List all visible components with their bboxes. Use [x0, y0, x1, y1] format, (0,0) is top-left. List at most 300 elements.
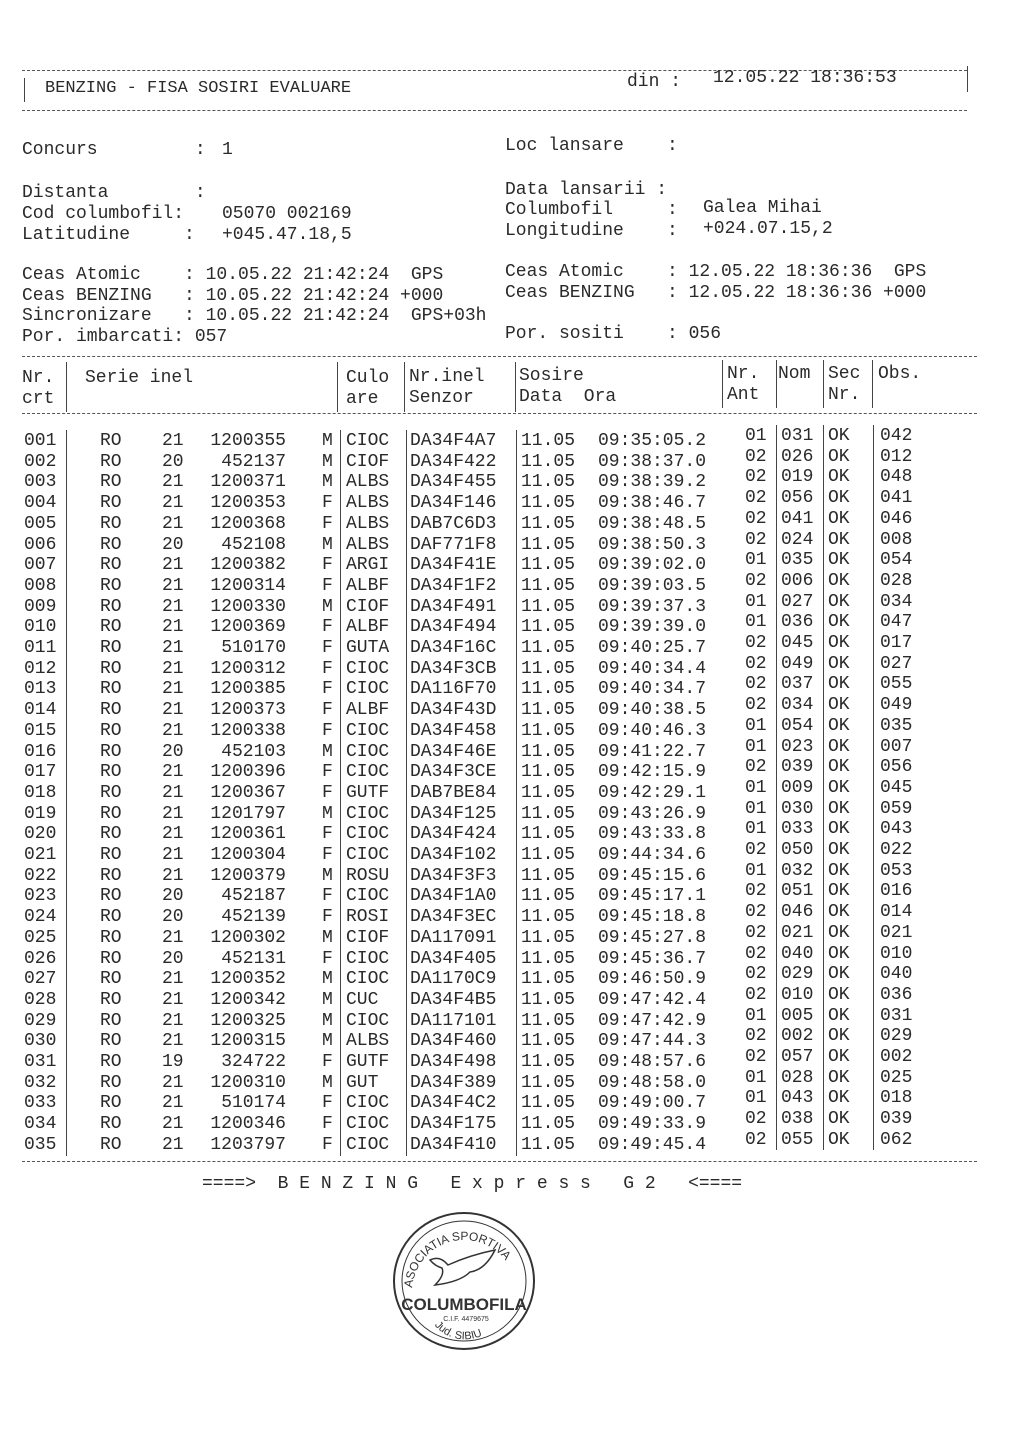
concurs-label: Concurs :	[22, 140, 206, 160]
arrival-date: 11.05	[521, 1093, 576, 1114]
ant-number: 02	[745, 674, 767, 695]
row-number: 019	[24, 803, 57, 824]
ring-country: RO	[100, 782, 122, 803]
sec-status: OK	[828, 488, 850, 509]
ring-country: RO	[100, 679, 122, 700]
ring-number: 1200346	[210, 1114, 286, 1135]
longitudine-label: Longitudine :	[505, 221, 678, 241]
row-number: 004	[24, 493, 57, 514]
arrival-time: 09:49:00.7	[598, 1093, 707, 1114]
nom-number: 040	[781, 943, 814, 964]
row-number: 031	[24, 1052, 57, 1072]
arrival-time: 09:41:22.7	[598, 741, 707, 762]
arrival-time: 09:38:39.2	[598, 472, 707, 493]
arrival-time: 09:45:36.7	[598, 948, 707, 969]
sensor-ring: DA34F3CB	[410, 658, 497, 679]
cod-columbofil-label: Cod columbofil:	[22, 204, 185, 224]
sensor-ring: DAF771F8	[410, 534, 497, 555]
col-header-sosire: Sosire Data Ora	[519, 366, 617, 407]
column-separator	[340, 430, 341, 1156]
obs: 028	[880, 570, 913, 591]
ring-number: 324722	[221, 1052, 286, 1072]
ring-year: 21	[162, 762, 184, 783]
columbofil-label: Columbofil :	[505, 200, 678, 220]
obs: 025	[880, 1067, 913, 1088]
color: CIOC	[346, 431, 390, 451]
arrival-time: 09:47:42.4	[598, 989, 707, 1010]
color: CIOC	[346, 969, 390, 990]
ring-number: 452108	[221, 534, 286, 555]
arrival-date: 11.05	[521, 679, 576, 700]
sex: F	[322, 679, 333, 700]
arrival-time: 09:39:02.0	[598, 555, 707, 576]
row-number: 010	[24, 617, 57, 638]
obs: 036	[880, 984, 913, 1005]
ring-number: 1200330	[210, 596, 286, 617]
obs: 043	[880, 819, 913, 840]
ant-number: 02	[745, 1047, 767, 1067]
ring-year: 21	[162, 845, 184, 865]
sex: M	[322, 534, 333, 555]
sec-status: OK	[828, 984, 850, 1005]
ring-number: 1200314	[210, 575, 286, 596]
sex: M	[322, 1010, 333, 1031]
ring-country: RO	[100, 1031, 122, 1052]
ring-country: RO	[100, 638, 122, 658]
ant-number: 01	[745, 798, 767, 819]
sec-status: OK	[828, 840, 850, 860]
row-number: 014	[24, 700, 57, 721]
nom-number: 010	[781, 984, 814, 1005]
sex: F	[322, 762, 333, 783]
ring-year: 19	[162, 1052, 184, 1072]
nom-number: 057	[781, 1047, 814, 1067]
obs: 029	[880, 1026, 913, 1047]
sex: F	[322, 513, 333, 534]
arrival-date: 11.05	[521, 927, 576, 948]
ring-number: 1200353	[210, 493, 286, 514]
ring-number: 510170	[221, 638, 286, 658]
ring-year: 21	[162, 431, 184, 451]
color: CIOC	[346, 886, 390, 907]
ring-number: 452131	[221, 948, 286, 969]
arrival-time: 09:40:34.7	[598, 679, 707, 700]
obs: 041	[880, 488, 913, 509]
row-number: 017	[24, 762, 57, 783]
ring-number: 452137	[221, 451, 286, 472]
arrival-time: 09:49:45.4	[598, 1134, 707, 1155]
sensor-ring: DA34F46E	[410, 741, 497, 762]
arrival-date: 11.05	[521, 969, 576, 990]
sex: M	[322, 1072, 333, 1093]
row-number: 005	[24, 513, 57, 534]
arrival-time: 09:45:27.8	[598, 927, 707, 948]
sex: F	[322, 824, 333, 845]
arrival-date: 11.05	[521, 1031, 576, 1052]
sensor-ring: DA34F43D	[410, 700, 497, 721]
color: CIOC	[346, 1010, 390, 1031]
ring-number: 1200379	[210, 865, 286, 886]
ring-year: 21	[162, 927, 184, 948]
obs: 027	[880, 653, 913, 674]
obs: 017	[880, 633, 913, 653]
sex: M	[322, 803, 333, 824]
sex: F	[322, 907, 333, 928]
arrival-date: 11.05	[521, 762, 576, 783]
ring-year: 20	[162, 534, 184, 555]
sex: M	[322, 1031, 333, 1052]
column-separator	[515, 362, 516, 412]
nom-number: 035	[781, 550, 814, 571]
ring-country: RO	[100, 513, 122, 534]
ring-year: 21	[162, 782, 184, 803]
obs: 049	[880, 695, 913, 716]
sex: F	[322, 1114, 333, 1135]
arrival-date: 11.05	[521, 617, 576, 638]
color: CIOC	[346, 762, 390, 783]
ring-year: 21	[162, 865, 184, 886]
ring-number: 1200338	[210, 720, 286, 741]
ring-year: 20	[162, 907, 184, 928]
sec-status: OK	[828, 467, 850, 488]
nom-number: 038	[781, 1109, 814, 1130]
ring-year: 21	[162, 720, 184, 741]
sec-status: OK	[828, 757, 850, 778]
sex: F	[322, 720, 333, 741]
nom-number: 049	[781, 653, 814, 674]
ring-number: 1200342	[210, 989, 286, 1010]
ring-number: 1200312	[210, 658, 286, 679]
ring-country: RO	[100, 865, 122, 886]
ant-number: 01	[745, 1005, 767, 1026]
sec-status: OK	[828, 508, 850, 529]
arrival-time: 09:38:48.5	[598, 513, 707, 534]
obs: 047	[880, 612, 913, 633]
arrival-time: 09:43:33.8	[598, 824, 707, 845]
obs: 034	[880, 591, 913, 612]
nom-number: 027	[781, 591, 814, 612]
sec-status: OK	[828, 529, 850, 550]
sec-status: OK	[828, 1129, 850, 1150]
sensor-ring: DA34F4A7	[410, 431, 497, 451]
obs: 008	[880, 529, 913, 550]
color: ALBF	[346, 700, 390, 721]
sensor-ring: DA34F460	[410, 1031, 497, 1052]
table-bottom-border	[22, 1161, 977, 1162]
col-header-sec: Sec Nr.	[828, 364, 861, 405]
sex: F	[322, 1134, 333, 1155]
nom-number: 034	[781, 695, 814, 716]
ring-country: RO	[100, 907, 122, 928]
sensor-ring: DA34F410	[410, 1134, 497, 1155]
arrival-date: 11.05	[521, 886, 576, 907]
arrival-date: 11.05	[521, 493, 576, 514]
color: CIOC	[346, 1114, 390, 1135]
sec-status: OK	[828, 777, 850, 798]
table-header-border	[22, 413, 977, 414]
color: CIOC	[346, 741, 390, 762]
footer-benzing-express: ====> B E N Z I N G E x p r e s s G 2 <====	[202, 1174, 743, 1194]
sensor-ring: DA34F4C2	[410, 1093, 497, 1114]
obs: 046	[880, 508, 913, 529]
ring-year: 21	[162, 1114, 184, 1135]
sec-status: OK	[828, 1088, 850, 1109]
obs: 039	[880, 1109, 913, 1130]
stamp-text-top: ASOCIATIA SPORTIVA	[401, 1228, 514, 1289]
sensor-ring: DA34F41E	[410, 555, 497, 576]
sex: F	[322, 886, 333, 907]
row-number: 022	[24, 865, 57, 886]
nom-number: 050	[781, 840, 814, 860]
sensor-ring: DA34F458	[410, 720, 497, 741]
ant-number: 02	[745, 757, 767, 778]
ring-country: RO	[100, 431, 122, 451]
obs: 012	[880, 446, 913, 467]
stamp-text-mid: COLUMBOFILA	[401, 1295, 527, 1314]
row-number: 020	[24, 824, 57, 845]
sec-status: OK	[828, 819, 850, 840]
sex: M	[322, 431, 333, 451]
nom-number: 041	[781, 508, 814, 529]
ring-year: 20	[162, 948, 184, 969]
sec-status: OK	[828, 1067, 850, 1088]
nom-number: 019	[781, 467, 814, 488]
arrival-date: 11.05	[521, 907, 576, 928]
nom-number: 039	[781, 757, 814, 778]
nom-number: 031	[781, 426, 814, 446]
arrival-date: 11.05	[521, 555, 576, 576]
arrival-date: 11.05	[521, 948, 576, 969]
ant-number: 01	[745, 1067, 767, 1088]
obs: 021	[880, 922, 913, 943]
latitudine-label: Latitudine :	[22, 225, 195, 245]
arrival-time: 09:38:37.0	[598, 451, 707, 472]
color: CIOF	[346, 927, 390, 948]
row-number: 008	[24, 575, 57, 596]
sec-status: OK	[828, 426, 850, 446]
arrival-time: 09:45:17.1	[598, 886, 707, 907]
ant-number: 01	[745, 777, 767, 798]
nom-number: 036	[781, 612, 814, 633]
color: CIOC	[346, 824, 390, 845]
color: CIOF	[346, 451, 390, 472]
column-separator	[823, 425, 824, 1150]
ring-country: RO	[100, 845, 122, 865]
ant-number: 01	[745, 715, 767, 736]
ring-country: RO	[100, 762, 122, 783]
ant-number: 01	[745, 736, 767, 757]
sex: F	[322, 948, 333, 969]
column-separator	[776, 360, 777, 408]
ring-number: 1200371	[210, 472, 286, 493]
sensor-ring: DA34F175	[410, 1114, 497, 1135]
ant-number: 02	[745, 633, 767, 653]
arrival-date: 11.05	[521, 596, 576, 617]
arrival-time: 09:48:57.6	[598, 1052, 707, 1072]
sec-status: OK	[828, 1047, 850, 1067]
ring-country: RO	[100, 555, 122, 576]
arrival-time: 09:43:26.9	[598, 803, 707, 824]
row-number: 011	[24, 638, 57, 658]
color: CIOC	[346, 658, 390, 679]
ring-number: 510174	[221, 1093, 286, 1114]
ant-number: 02	[745, 902, 767, 923]
ring-year: 21	[162, 658, 184, 679]
arrival-time: 09:39:37.3	[598, 596, 707, 617]
sec-status: OK	[828, 881, 850, 902]
ceas-benzing-start: Ceas BENZING : 10.05.22 21:42:24 +000	[22, 286, 444, 306]
sensor-ring: DA34F498	[410, 1052, 497, 1072]
ring-country: RO	[100, 927, 122, 948]
nom-number: 002	[781, 1026, 814, 1047]
sex: F	[322, 617, 333, 638]
ring-country: RO	[100, 700, 122, 721]
row-number: 018	[24, 782, 57, 803]
ring-country: RO	[100, 617, 122, 638]
ant-number: 02	[745, 943, 767, 964]
ring-country: RO	[100, 658, 122, 679]
sex: F	[322, 575, 333, 596]
nom-number: 056	[781, 488, 814, 509]
sec-status: OK	[828, 550, 850, 571]
color: ALBS	[346, 493, 390, 514]
ant-number: 01	[745, 550, 767, 571]
color: ROSI	[346, 907, 390, 928]
arrival-time: 09:40:25.7	[598, 638, 707, 658]
sex: F	[322, 658, 333, 679]
obs: 059	[880, 798, 913, 819]
color: CIOF	[346, 596, 390, 617]
association-stamp	[390, 1210, 538, 1352]
ring-country: RO	[100, 1114, 122, 1135]
ring-year: 20	[162, 741, 184, 762]
arrival-date: 11.05	[521, 513, 576, 534]
arrival-date: 11.05	[521, 575, 576, 596]
sensor-ring: DA34F424	[410, 824, 497, 845]
report-datetime: 12.05.22 18:36:53	[713, 68, 897, 88]
ring-number: 452187	[221, 886, 286, 907]
loc-lansare-label: Loc lansare :	[505, 136, 678, 156]
ring-year: 21	[162, 824, 184, 845]
ring-number: 1200368	[210, 513, 286, 534]
ring-country: RO	[100, 1072, 122, 1093]
ring-country: RO	[100, 575, 122, 596]
arrival-time: 09:45:15.6	[598, 865, 707, 886]
nom-number: 055	[781, 1129, 814, 1150]
ring-number: 1200304	[210, 845, 286, 865]
stamp-text-bottom: Jud. SIBIU	[432, 1318, 484, 1343]
sex: F	[322, 700, 333, 721]
arrival-time: 09:42:29.1	[598, 782, 707, 803]
ant-number: 02	[745, 1109, 767, 1130]
sensor-ring: DA34F4B5	[410, 989, 497, 1010]
arrival-time: 09:46:50.9	[598, 969, 707, 990]
col-header-culoare: Culo are	[346, 368, 390, 409]
ring-country: RO	[100, 969, 122, 990]
arrival-time: 09:39:03.5	[598, 575, 707, 596]
nom-number: 054	[781, 715, 814, 736]
porumbei-imbarcati: Por. imbarcati: 057	[22, 327, 228, 347]
ring-country: RO	[100, 720, 122, 741]
col-header-obs: Obs.	[878, 364, 922, 384]
sensor-ring: DA1170C9	[410, 969, 497, 990]
sec-status: OK	[828, 943, 850, 964]
row-number: 016	[24, 741, 57, 762]
obs: 035	[880, 715, 913, 736]
arrival-time: 09:39:39.0	[598, 617, 707, 638]
ant-number: 02	[745, 695, 767, 716]
arrival-time: 09:44:34.6	[598, 845, 707, 865]
ring-country: RO	[100, 1052, 122, 1072]
concurs-value: 1	[222, 140, 233, 160]
ring-number: 1200369	[210, 617, 286, 638]
column-separator	[722, 360, 723, 408]
ant-number: 02	[745, 1026, 767, 1047]
row-number: 033	[24, 1093, 57, 1114]
sensor-ring: DA34F455	[410, 472, 497, 493]
row-number: 034	[24, 1114, 57, 1135]
ant-number: 02	[745, 653, 767, 674]
sex: M	[322, 989, 333, 1010]
sec-status: OK	[828, 715, 850, 736]
ceas-benzing-end: Ceas BENZING : 12.05.22 18:36:36 +000	[505, 283, 927, 303]
row-number: 009	[24, 596, 57, 617]
row-number: 007	[24, 555, 57, 576]
dove-icon	[430, 1250, 495, 1285]
color: CIOC	[346, 948, 390, 969]
arrival-date: 11.05	[521, 865, 576, 886]
row-number: 015	[24, 720, 57, 741]
color: ALBS	[346, 534, 390, 555]
porumbei-sositi: Por. sositi : 056	[505, 324, 722, 344]
ant-number: 02	[745, 881, 767, 902]
sec-status: OK	[828, 570, 850, 591]
row-number: 035	[24, 1134, 57, 1155]
nom-number: 037	[781, 674, 814, 695]
sec-status: OK	[828, 1005, 850, 1026]
distanta-label: Distanta :	[22, 183, 206, 203]
ring-number: 1200355	[210, 431, 286, 451]
col-header-nom: Nom	[778, 364, 811, 384]
arrival-time: 09:35:05.2	[598, 431, 707, 451]
ring-year: 21	[162, 679, 184, 700]
nom-number: 029	[781, 964, 814, 985]
sensor-ring: DA34F491	[410, 596, 497, 617]
sec-status: OK	[828, 653, 850, 674]
ring-country: RO	[100, 1093, 122, 1114]
ring-number: 1200302	[210, 927, 286, 948]
sensor-ring: DA34F125	[410, 803, 497, 824]
ring-year: 21	[162, 1031, 184, 1052]
nom-number: 026	[781, 446, 814, 467]
columbofil-value: Galea Mihai	[703, 198, 822, 218]
sensor-ring: DAB7C6D3	[410, 513, 497, 534]
ring-country: RO	[100, 1134, 122, 1155]
arrival-date: 11.05	[521, 451, 576, 472]
arrival-date: 11.05	[521, 472, 576, 493]
obs: 042	[880, 426, 913, 446]
arrival-date: 11.05	[521, 1114, 576, 1135]
sex: M	[322, 865, 333, 886]
color: ROSU	[346, 865, 390, 886]
ring-country: RO	[100, 803, 122, 824]
ring-year: 21	[162, 513, 184, 534]
sex: M	[322, 927, 333, 948]
obs: 002	[880, 1047, 913, 1067]
sex: F	[322, 1093, 333, 1114]
column-separator	[337, 362, 338, 412]
ring-year: 21	[162, 700, 184, 721]
